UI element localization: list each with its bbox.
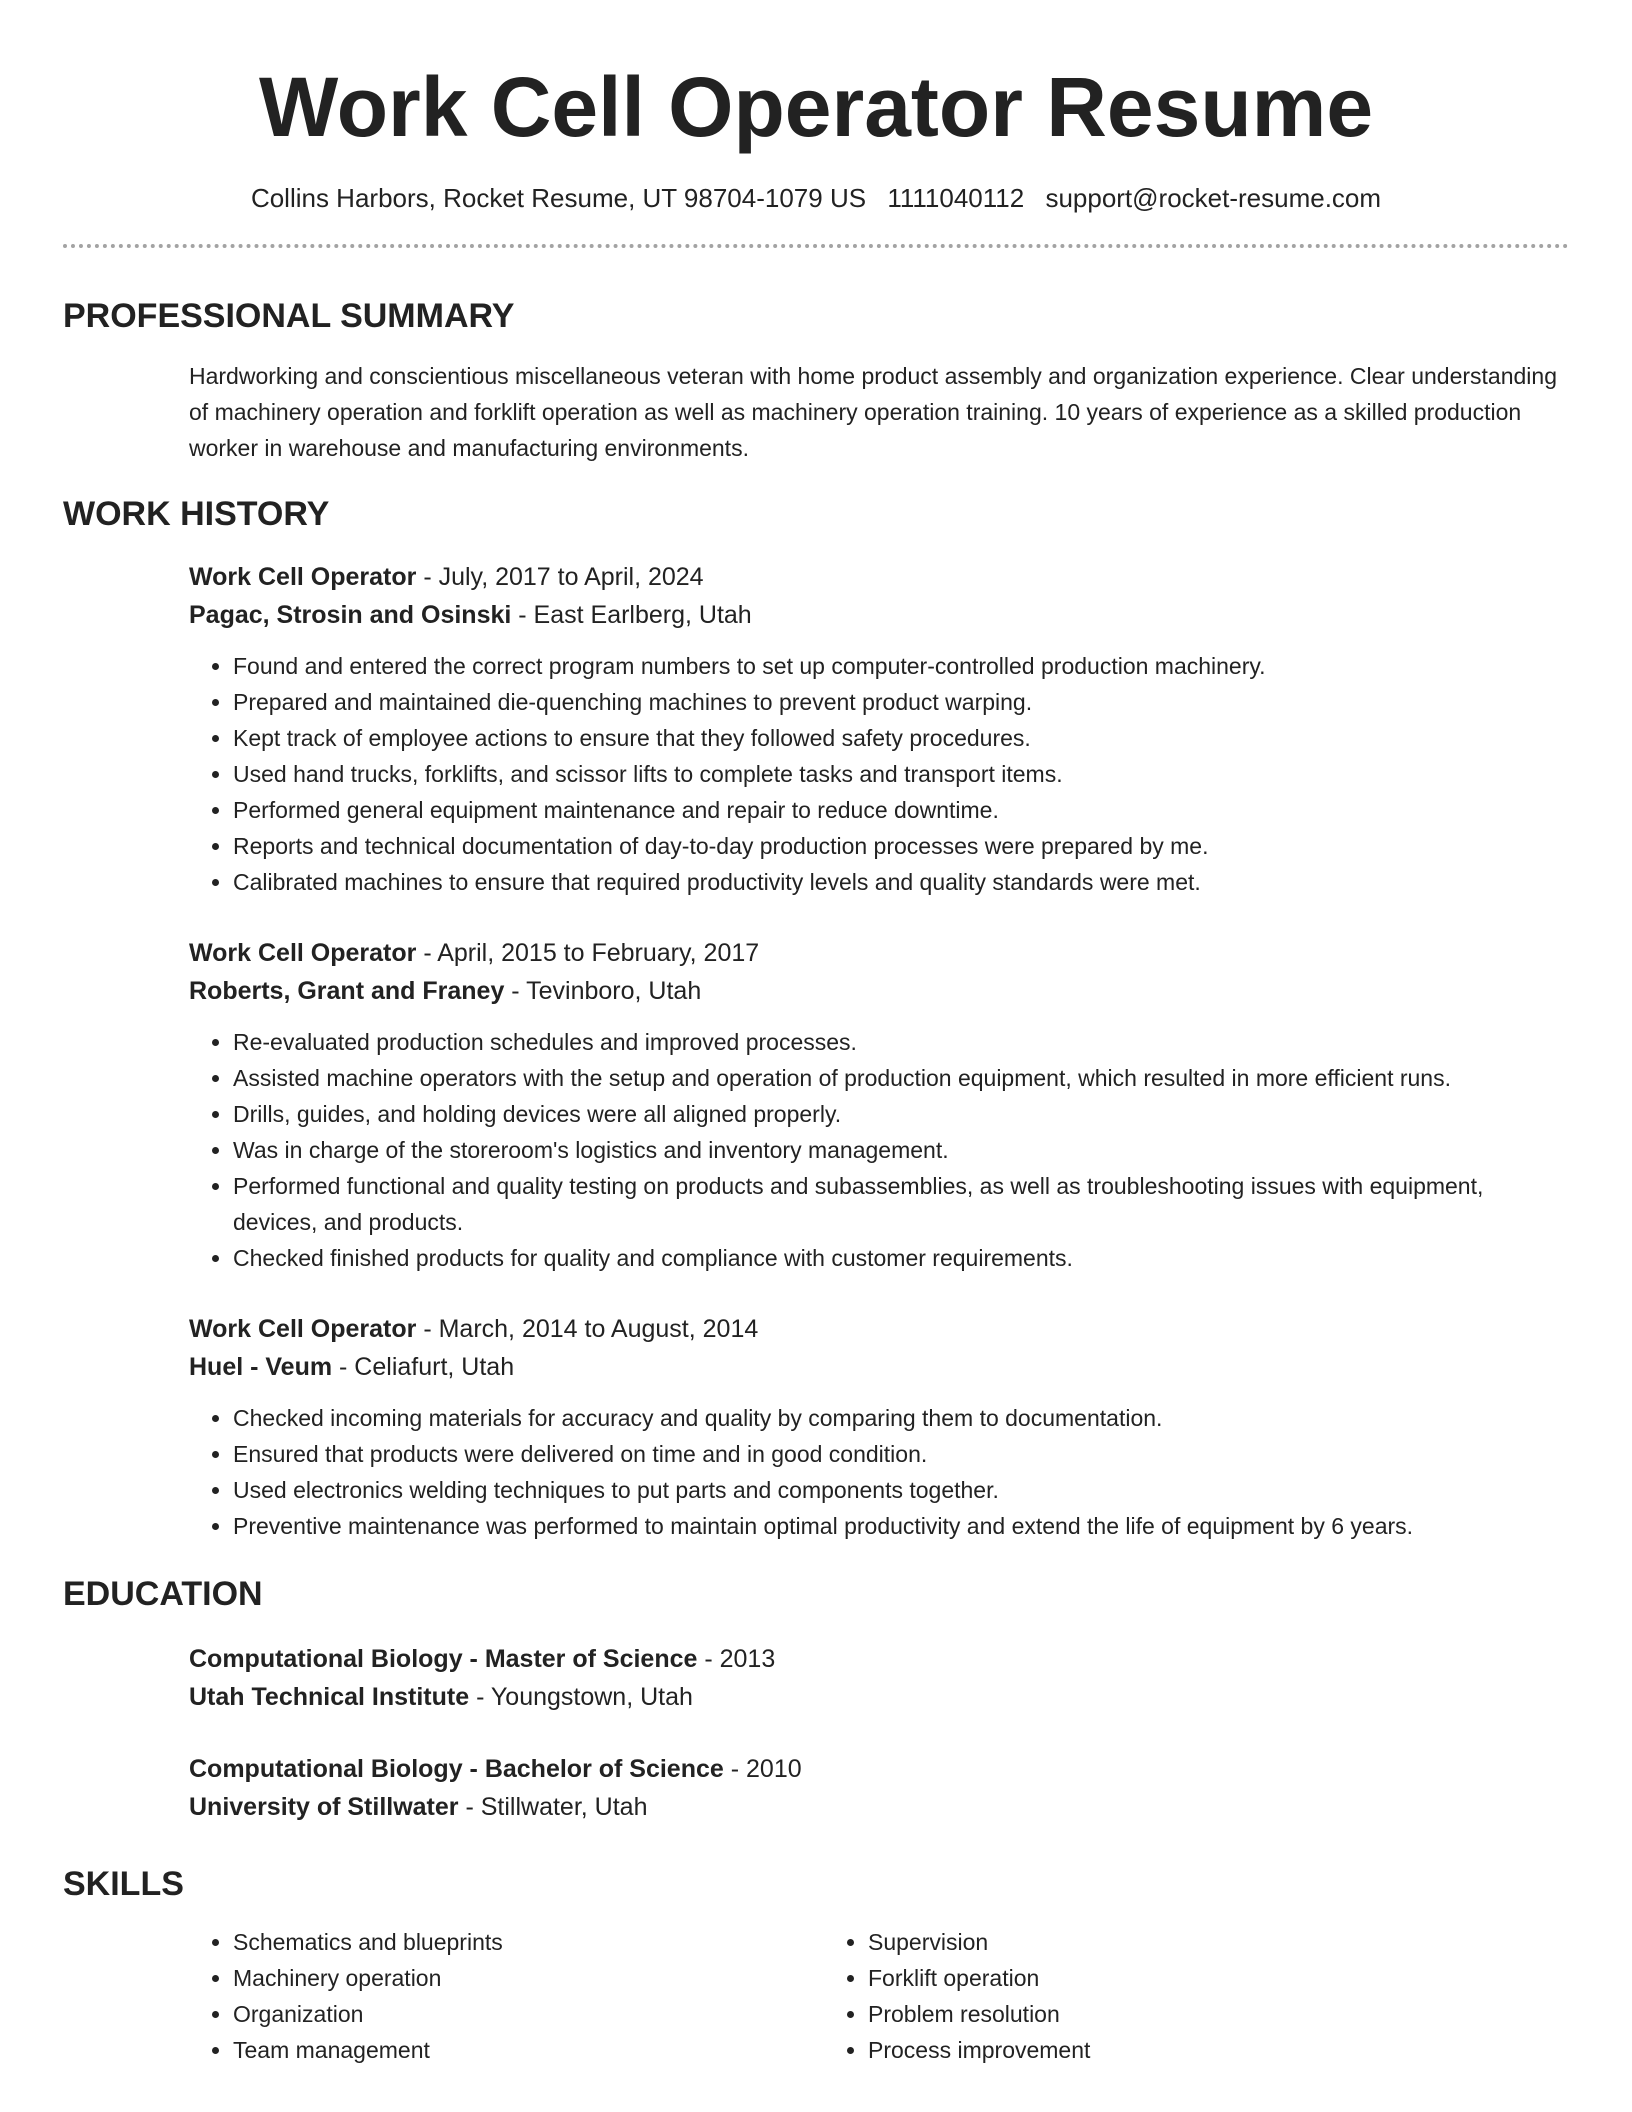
list-item: • Preventive maintenance was performed to maintain optimal productivity and extend the life of equipment by 6 years. (233, 1508, 1569, 1544)
education-heading: EDUCATION (63, 1575, 263, 1613)
education-entry (189, 1640, 1569, 1716)
school-line (189, 1678, 1569, 1716)
job-company: Roberts, Grant and Franey (189, 977, 505, 1005)
degree-year: - 2010 (723, 1755, 802, 1783)
contact-line (63, 180, 1569, 216)
skill-item: • Problem resolution (868, 1996, 1459, 2032)
job-bullets (189, 1400, 1569, 1544)
work-history-heading: WORK HISTORY (63, 495, 330, 533)
degree-line (189, 1750, 1569, 1788)
job-company-line (189, 972, 1569, 1010)
summary-text: Hardworking and conscientious miscellaneous veteran with home product assembly and organization experience. Clear understanding of machinery operation and forklift operation as well as machinery operation training. 10 years of experience as a skilled production worker in warehouse and manufacturing environments. (189, 363, 1557, 461)
job-title: Work Cell Operator (189, 939, 417, 967)
education-entry (189, 1750, 1569, 1826)
skill-item: • Supervision (868, 1924, 1459, 1960)
skill-item: • Forklift operation (868, 1960, 1459, 1996)
list-item: • Prepared and maintained die-quenching machines to prevent product warping. (233, 684, 1569, 720)
list-item: • Performed functional and quality testing on products and subassemblies, as well as troubleshooting issues with equipment, devices, and products. (233, 1168, 1569, 1240)
list-item: • Reports and technical documentation of day-to-day production processes were prepared by me. (233, 828, 1569, 864)
list-item: • Drills, guides, and holding devices were all aligned properly. (233, 1096, 1569, 1132)
job-dates: - July, 2017 to April, 2024 (416, 563, 704, 591)
list-item: • Used hand trucks, forklifts, and scissor lifts to complete tasks and transport items. (233, 756, 1569, 792)
job-title: Work Cell Operator (189, 1315, 417, 1343)
job-title-line (189, 1310, 1569, 1348)
school: University of Stillwater (189, 1793, 459, 1821)
school-location: - Stillwater, Utah (458, 1793, 648, 1821)
list-item: • Used electronics welding techniques to put parts and components together. (233, 1472, 1569, 1508)
degree: Computational Biology - Master of Science (189, 1645, 698, 1673)
job-company: Pagac, Strosin and Osinski (189, 601, 512, 629)
skills-right-column (824, 1924, 1459, 2068)
job-company: Huel - Veum (189, 1353, 333, 1381)
school: Utah Technical Institute (189, 1683, 470, 1711)
list-item: • Assisted machine operators with the setup and operation of production equipment, which resulted in more efficient runs. (233, 1060, 1569, 1096)
skill-item: • Process improvement (868, 2032, 1459, 2068)
job-company-line (189, 1348, 1569, 1386)
skill-item: • Machinery operation (233, 1960, 824, 1996)
list-item: • Calibrated machines to ensure that required productivity levels and quality standards were met. (233, 864, 1569, 900)
degree-year: - 2013 (697, 1645, 776, 1673)
job-bullets (189, 1024, 1569, 1276)
skill-item: • Team management (233, 2032, 824, 2068)
skill-item: • Organization (233, 1996, 824, 2032)
list-item: • Ensured that products were delivered on time and in good condition. (233, 1436, 1569, 1472)
job-location: - Tevinboro, Utah (504, 977, 702, 1005)
list-item: • Kept track of employee actions to ensure that they followed safety procedures. (233, 720, 1569, 756)
resume-title: Work Cell Operator Resume (258, 60, 1374, 154)
summary-heading: PROFESSIONAL SUMMARY (63, 297, 515, 335)
degree-line (189, 1640, 1569, 1678)
skills-left-column (189, 1924, 824, 2068)
job-title-line (189, 558, 1569, 596)
job-dates: - April, 2015 to February, 2017 (416, 939, 760, 967)
job-company-line (189, 596, 1569, 634)
list-item: • Performed general equipment maintenance and repair to reduce downtime. (233, 792, 1569, 828)
job-entry (189, 934, 1569, 1276)
skills-grid (189, 1924, 1569, 2068)
job-title: Work Cell Operator (189, 563, 417, 591)
skills-heading: SKILLS (63, 1865, 184, 1903)
list-item: • Re-evaluated production schedules and improved processes. (233, 1024, 1569, 1060)
job-location: - East Earlberg, Utah (511, 601, 752, 629)
school-location: - Youngstown, Utah (469, 1683, 693, 1711)
list-item: • Was in charge of the storeroom's logistics and inventory management. (233, 1132, 1569, 1168)
job-dates: - March, 2014 to August, 2014 (416, 1315, 759, 1343)
job-entry (189, 1310, 1569, 1544)
contact-address: Collins Harbors, Rocket Resume, UT 98704-1079 US (250, 183, 867, 213)
job-location: - Celiafurt, Utah (332, 1353, 515, 1381)
degree: Computational Biology - Bachelor of Science (189, 1755, 724, 1783)
skill-item: • Schematics and blueprints (233, 1924, 824, 1960)
list-item: • Checked incoming materials for accuracy and quality by comparing them to documentation. (233, 1400, 1569, 1436)
contact-email: support@rocket-resume.com (1045, 183, 1382, 213)
contact-phone: 1111040112 (887, 183, 1025, 213)
job-entry (189, 558, 1569, 900)
list-item: • Checked finished products for quality and compliance with customer requirements. (233, 1240, 1569, 1276)
job-bullets (189, 648, 1569, 900)
list-item: • Found and entered the correct program numbers to set up computer-controlled production machinery. (233, 648, 1569, 684)
header-divider (63, 244, 1569, 248)
job-title-line (189, 934, 1569, 972)
school-line (189, 1788, 1569, 1826)
